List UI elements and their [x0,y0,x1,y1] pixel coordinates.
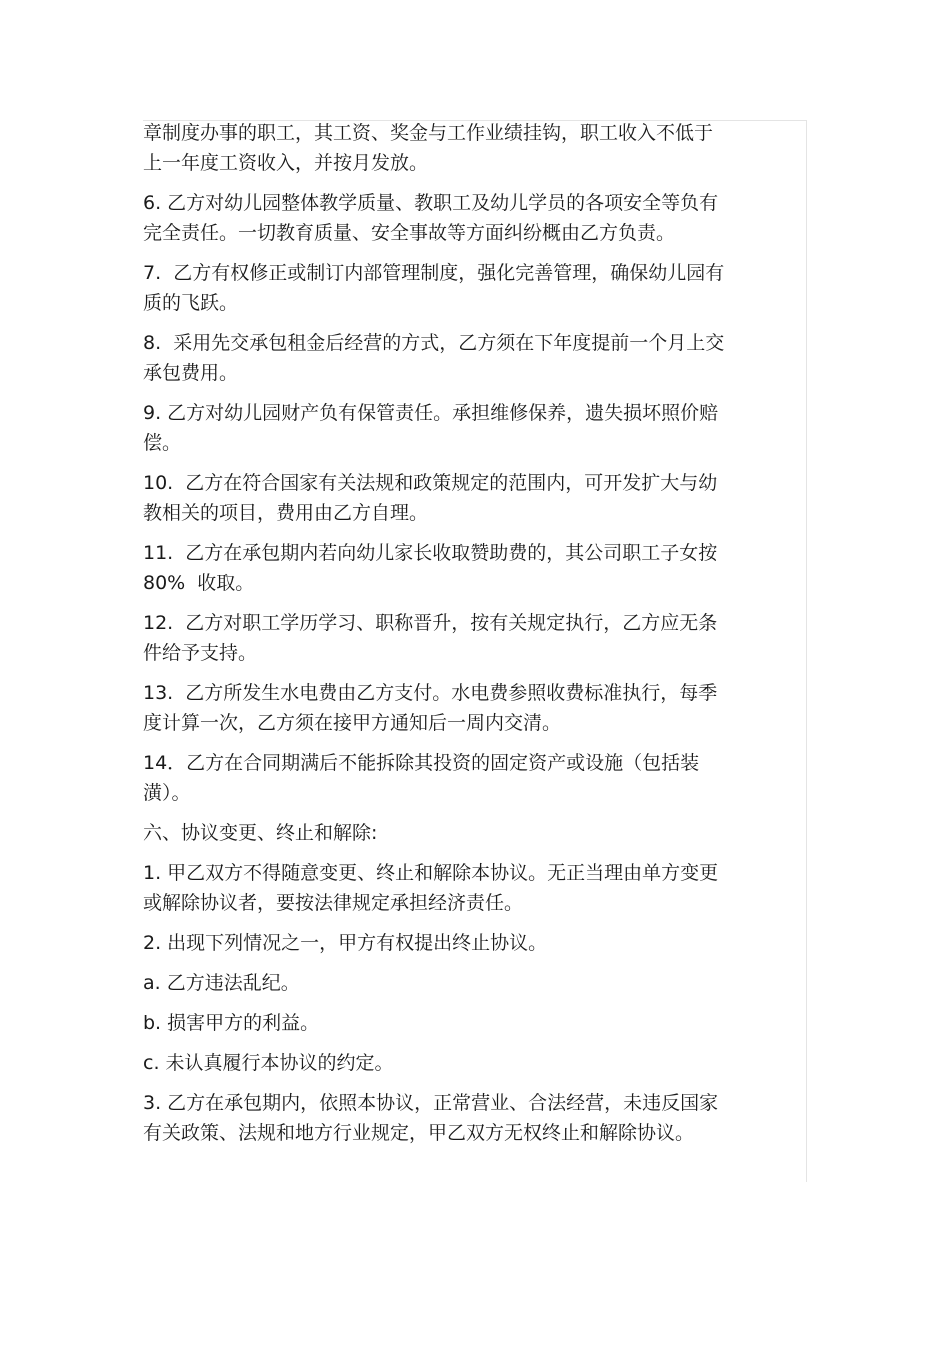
paragraph [143,818,763,848]
paragraph-line: 7. 乙方有权修正或制订内部管理制度，强化完善管理，确保幼儿园有 [143,262,725,284]
paragraph-line: 2. 出现下列情况之一，甲方有权提出终止协议。 [143,932,548,954]
paragraph [143,118,763,178]
paragraph [143,1048,763,1078]
paragraph-line: 六、协议变更、终止和解除: [143,822,378,844]
paragraph [143,928,763,958]
paragraph [143,328,763,388]
paragraph-line: 11. 乙方在承包期内若向幼儿家长收取赞助费的，其公司职工子女按 [143,542,718,564]
paragraph-line: 度计算一次，乙方须在接甲方通知后一周内交清。 [143,712,562,734]
paragraph-line: 章制度办事的职工，其工资、奖金与工作业绩挂钩，职工收入不低于 [143,122,714,144]
paragraph-line: 上一年度工资收入，并按月发放。 [143,152,429,174]
paragraph-line: 完全责任。一切教育质量、安全事故等方面纠纷概由乙方负责。 [143,222,676,244]
paragraph [143,258,763,318]
paragraph-line: 6. 乙方对幼儿园整体教学质量、教职工及幼儿学员的各项安全等负有 [143,192,719,214]
paragraph-line: 教相关的项目，费用由乙方自理。 [143,502,429,524]
paragraph-line: c. 未认真履行本协议的约定。 [143,1052,394,1074]
paragraph-line: a. 乙方违法乱纪。 [143,972,300,994]
paragraph-line: 12. 乙方对职工学历学习、职称晋升，按有关规定执行，乙方应无条 [143,612,718,634]
paragraph-line: 9. 乙方对幼儿园财产负有保管责任。承担维修保养，遗失损坏照价赔 [143,402,719,424]
paragraph [143,678,763,738]
paragraph [143,748,763,808]
paragraph-line: 10. 乙方在符合国家有关法规和政策规定的范围内，可开发扩大与幼 [143,472,718,494]
paragraph-line: 质的飞跃。 [143,292,239,314]
paragraph-line: 1. 甲乙双方不得随意变更、终止和解除本协议。无正当理由单方变更 [143,862,719,884]
paragraph-line: 潢）。 [143,782,191,804]
paragraph-line: 或解除协议者，要按法律规定承担经济责任。 [143,892,524,914]
paragraph-line: 3. 乙方在承包期内，依照本协议，正常营业、合法经营，未违反国家 [143,1092,719,1114]
document-body [143,118,763,1158]
paragraph-line: 13. 乙方所发生水电费由乙方支付。水电费参照收费标准执行，每季 [143,682,718,704]
paragraph-line: 80% 收取。 [143,572,255,594]
paragraph-line: 14．乙方在合同期满后不能拆除其投资的固定资产或设施（包括装 [143,752,700,774]
paragraph-line: b. 损害甲方的利益。 [143,1012,320,1034]
paragraph-line: 件给予支持。 [143,642,258,664]
paragraph [143,968,763,998]
paragraph [143,188,763,248]
paragraph [143,608,763,668]
paragraph-line: 承包费用。 [143,362,239,384]
paragraph-line: 偿。 [143,432,182,454]
paragraph [143,1008,763,1038]
paragraph-line: 有关政策、法规和地方行业规定，甲乙双方无权终止和解除协议。 [143,1122,695,1144]
paragraph [143,538,763,598]
paragraph-line: 8. 采用先交承包租金后经营的方式，乙方须在下年度提前一个月上交 [143,332,725,354]
paragraph [143,858,763,918]
paragraph [143,468,763,528]
paragraph [143,398,763,458]
paragraph [143,1088,763,1148]
